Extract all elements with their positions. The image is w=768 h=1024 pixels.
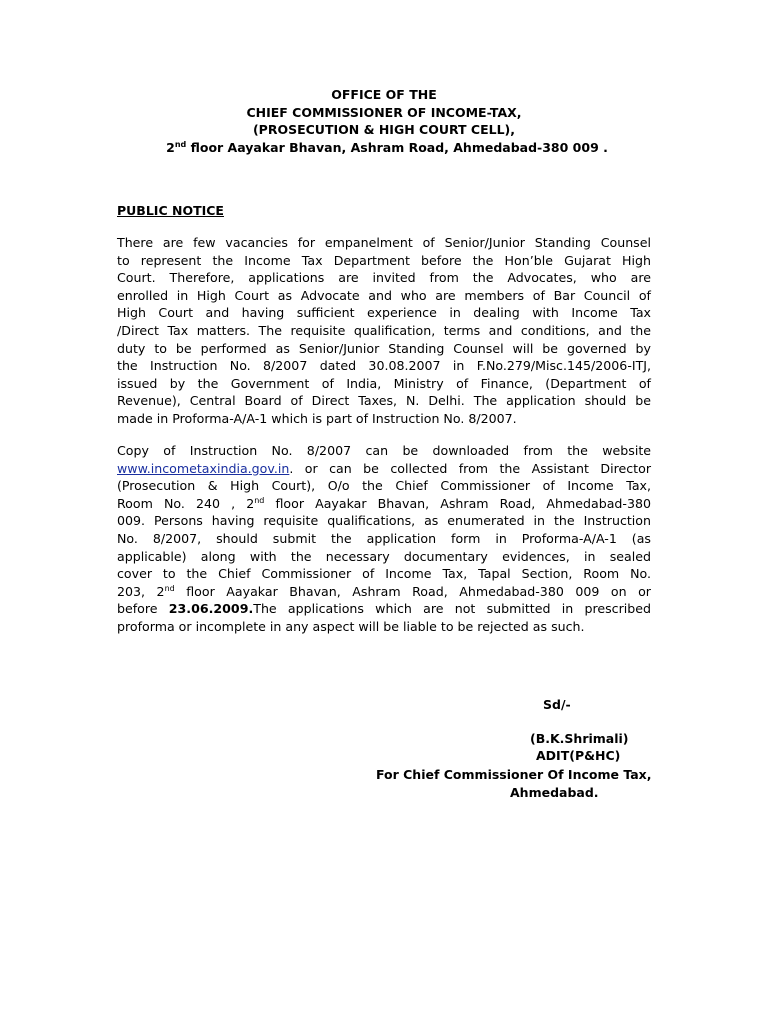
signatory-office: For Chief Commissioner Of Income Tax,	[376, 767, 652, 782]
notice-paragraph-1	[117, 234, 651, 428]
last-date: 23.06.2009.	[168, 601, 254, 617]
paragraph-line: High Court and having sufficient experience in dealing with Income Tax	[117, 305, 651, 321]
paragraph-line: Court. Therefore, applications are invited from the Advocates, who are	[117, 270, 651, 286]
paragraph-line: www.incometaxindia.gov.in. or can be collected from the Assistant Director	[117, 460, 651, 476]
paragraph-line: before 23.06.2009.The applications which are not submitted in prescribed	[117, 601, 651, 617]
signatory-city: Ahmedabad.	[510, 785, 599, 800]
signature-mark: Sd/-	[543, 697, 571, 712]
paragraph-line: 009. Persons having requisite qualifications, as enumerated in the Instruction	[117, 513, 651, 529]
paragraph-line: the Instruction No. 8/2007 dated 30.08.2007 in F.No.279/Misc.145/2006-ITJ,	[117, 358, 651, 374]
paragraph-line: to represent the Income Tax Department before the Hon’ble Gujarat High	[117, 252, 651, 268]
public-notice-title: PUBLIC NOTICE	[117, 203, 224, 218]
signatory-name: (B.K.Shrimali)	[530, 731, 629, 746]
paragraph-line: No. 8/2007, should submit the application form in Proforma-A/A-1 (as	[117, 530, 651, 546]
paragraph-line: proforma or incomplete in any aspect will be liable to be rejected as such.	[117, 618, 585, 634]
paragraph-line: issued by the Government of India, Ministry of Finance, (Department of	[117, 375, 651, 391]
signatory-designation: ADIT(P&HC)	[536, 748, 621, 763]
paragraph-line: There are few vacancies for empanelment of Senior/Junior Standing Counsel	[117, 235, 651, 250]
paragraph-line: Copy of Instruction No. 8/2007 can be downloaded from the website	[117, 443, 651, 458]
paragraph-line: made in Proforma-A/A-1 which is part of Instruction No. 8/2007.	[117, 410, 517, 426]
paragraph-line: 203, 2nd floor Aayakar Bhavan, Ashram Road, Ahmedabad-380 009 on or	[117, 583, 651, 599]
header-line-cell: (PROSECUTION & HIGH COURT CELL),	[252, 122, 516, 137]
paragraph-line: applicable) along with the necessary documentary evidences, in sealed	[117, 548, 651, 564]
paragraph-line: duty to be performed as Senior/Junior Standing Counsel will be governed by	[117, 340, 651, 356]
paragraph-line: /Direct Tax matters. The requisite qualification, terms and conditions, and the	[117, 322, 651, 338]
paragraph-line: Revenue), Central Board of Direct Taxes, N. Delhi. The application should be	[117, 393, 651, 409]
paragraph-line: Room No. 240 , 2nd floor Aayakar Bhavan, Ashram Road, Ahmedabad-380	[117, 495, 651, 511]
header-line-commissioner: CHIEF COMMISSIONER OF INCOME-TAX,	[246, 104, 522, 120]
notice-paragraph-2	[117, 442, 651, 636]
office-header	[0, 86, 768, 156]
header-line-office: OFFICE OF THE	[331, 87, 437, 102]
paragraph-line: cover to the Chief Commissioner of Income Tax, Tapal Section, Room No.	[117, 566, 651, 582]
header-line-address: 2nd floor Aayakar Bhavan, Ashram Road, Ahmedabad-380 009 .	[166, 139, 608, 155]
paragraph-line: enrolled in High Court as Advocate and who are members of Bar Council of	[117, 287, 651, 303]
website-link[interactable]: www.incometaxindia.gov.in	[117, 460, 290, 476]
paragraph-line: (Prosecution & High Court), O/o the Chief Commissioner of Income Tax,	[117, 478, 651, 494]
